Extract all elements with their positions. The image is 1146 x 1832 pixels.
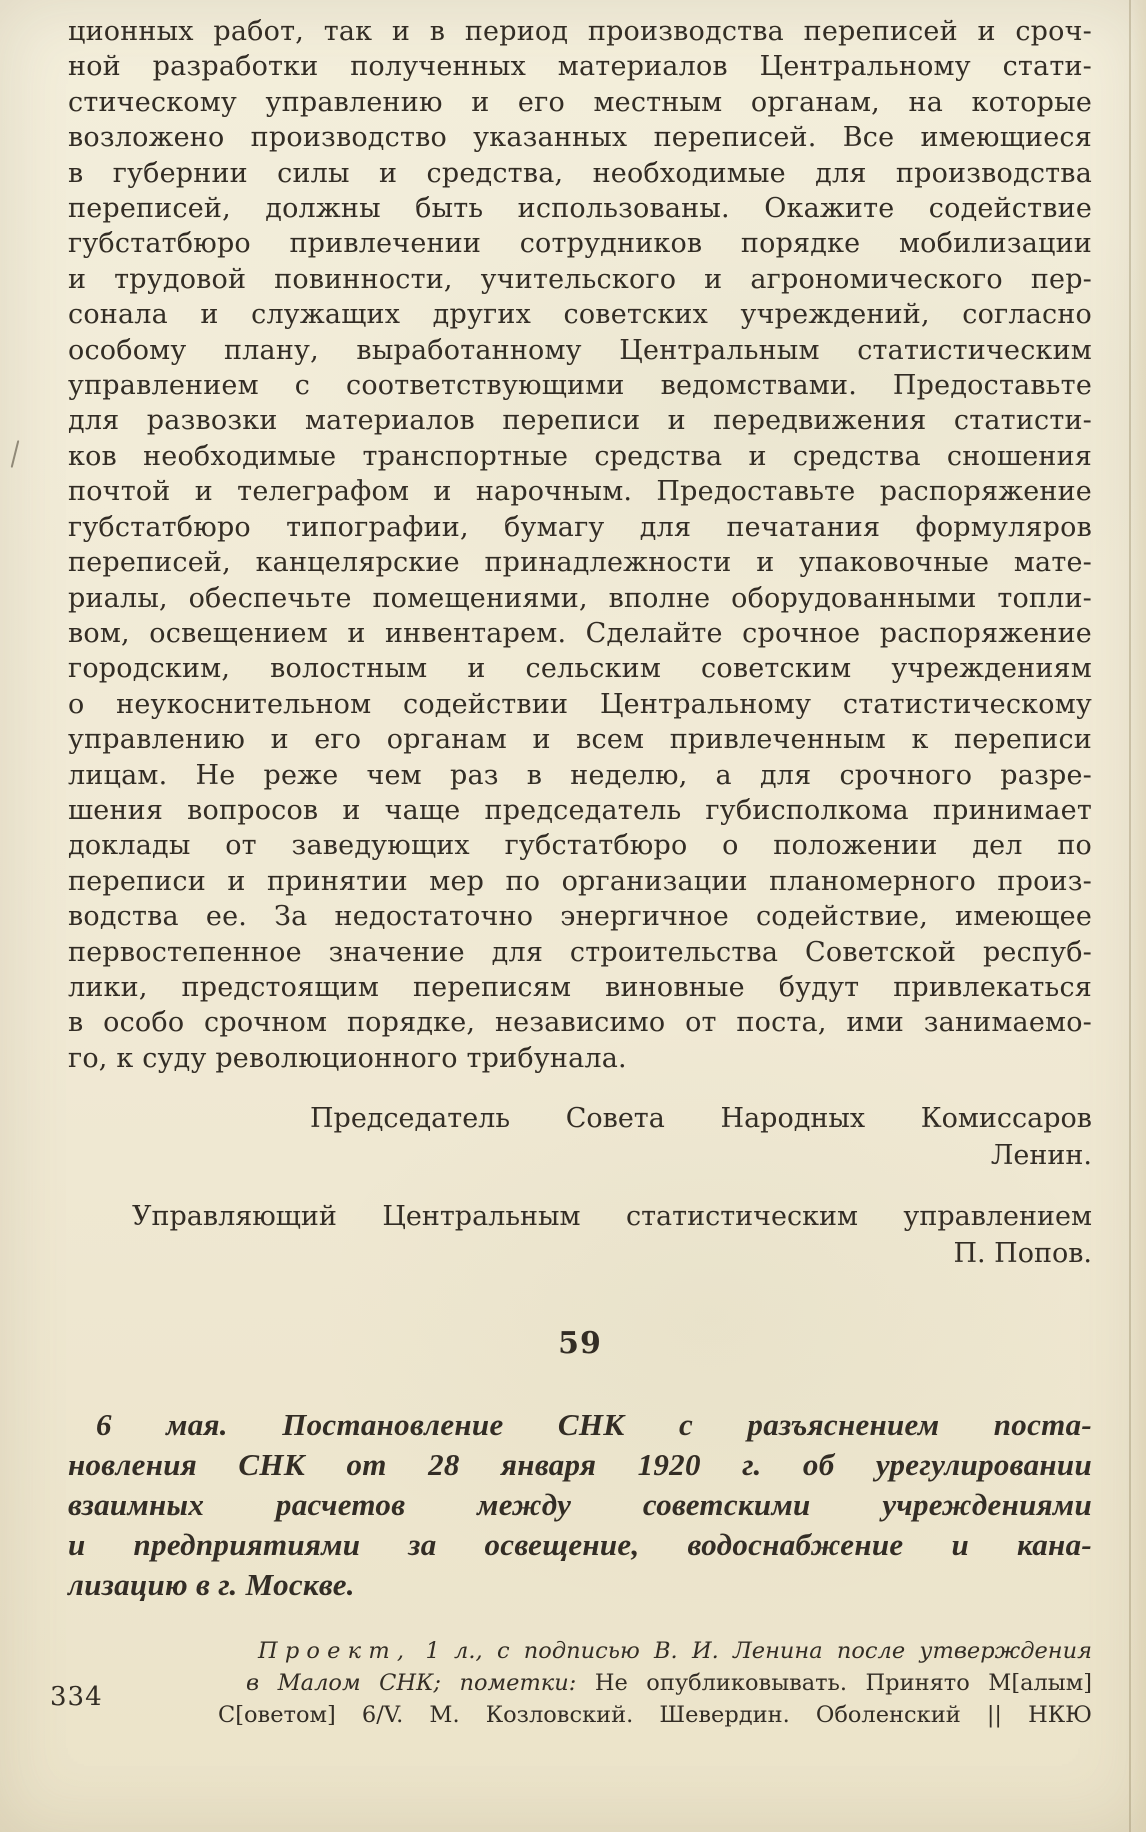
signatures [68,1100,1092,1272]
body-text-line: лики, предстоящим переписям виновные будут привлекаться [68,971,1092,1003]
note-segment: Не опубликовывать. Принято М[алым] [594,1670,1092,1697]
body-text [68,14,1092,1076]
body-text-line: стическому управлению и его местным органам, на которые [68,86,1092,118]
body-text-line: риалы, обеспечьте помещениями, вполне оборудованными топли- [68,582,1092,614]
body-text-line: переписей, канцелярские принадлежности и упаковочные мате- [68,547,1092,579]
body-text-line: переписей, должны быть использованы. Окажите содействие [68,193,1092,225]
decree-heading-line: лизацию в г. Москве. [68,1567,355,1603]
body-text-line: шения вопросов и чаще председатель губисполкома принимает [68,794,1092,826]
body-text-line: первостепенное значение для строительства Советской респуб- [68,936,1092,968]
decree-heading-line: и предприятиями за освещение, водоснабжение и кана- [68,1527,1092,1563]
archival-note-line [218,1699,1092,1731]
decree-heading [68,1405,1092,1605]
page-edge-shadow [1131,0,1146,1832]
body-text-line: для развозки материалов переписи и передвижения статисти- [68,405,1092,437]
signature-name: П. Попов. [953,1238,1092,1270]
body-text-line: лицам. Не реже чем раз в неделю, а для срочного разре- [68,759,1092,791]
body-text-line: губстатбюро привлечении сотрудников порядке мобилизации [68,228,1092,260]
note-segment: 1 л., с подписью В. И. Ленина после утверждения [411,1638,1092,1665]
body-text-line: вом, освещением и инвентарем. Сделайте срочное распоряжение [68,617,1092,649]
signature-block [68,1100,1092,1174]
body-text-line: возложено производство указанных переписей. Все имеющиеся [68,122,1092,154]
decree-heading-line: 6 мая. Постановление СНК с разъяснением поста- [96,1407,1092,1443]
body-text-line: в особо срочном порядке, независимо от поста, ими занимаемо- [68,1007,1092,1039]
note-segment: С[оветом] 6/V. М. Козловский. Шевердин. Оболенский || НКЮ [218,1702,1092,1729]
archival-note [218,1635,1092,1731]
body-text-line: о неукоснительном содействии Центральному статистическому [68,688,1092,720]
body-text-line: управлением с соответствующими ведомствами. Предоставьте [68,370,1092,402]
archival-note-line [218,1667,1092,1699]
body-text-line: го, к суду революционного трибунала. [68,1042,627,1074]
page-number: 334 [50,1682,103,1712]
body-text-line: почтой и телеграфом и нарочным. Предоставьте распоряжение [68,476,1092,508]
body-text-line: губстатбюро типографии, бумагу для печатания формуляров [68,511,1092,543]
decree-heading-line: новления СНК от 28 января 1920 г. об урегулировании [68,1447,1092,1483]
signature-title: Управляющий Центральным статистическим управлением [132,1201,1092,1233]
archival-note-line [218,1635,1092,1667]
body-text-line: водства ее. За недостаточно энергичное содействие, имеющее [68,901,1092,933]
body-text-line: доклады от заведующих губстатбюро о положении дел по [68,830,1092,862]
signature-block [68,1198,1092,1272]
note-segment: в Малом СНК; пометки: [246,1670,595,1697]
body-text-line: в губернии силы и средства, необходимые для производства [68,157,1092,189]
section-number: 59 [558,1326,602,1362]
body-text-line: и трудовой повинности, учительского и агрономического пер- [68,263,1092,295]
signature-title: Председатель Совета Народных Комиссаров [310,1103,1092,1135]
body-text-line: ционных работ, так и в период производства переписей и сроч- [68,16,1092,47]
body-text-line: особому плану, выработанному Центральным статистическим [68,334,1092,366]
body-text-line: сонала и служащих других советских учреждений, согласно [68,299,1092,331]
note-segment: Проект, [258,1638,412,1665]
body-text-line: ков необходимые транспортные средства и средства сношения [68,440,1092,472]
body-text-line: управлению и его органам и всем привлеченным к переписи [68,724,1092,756]
body-text-line: городским, волостным и сельским советским учреждениям [68,653,1092,685]
signature-name: Ленин. [990,1140,1092,1172]
body-text-line: ной разработки полученных материалов Центральному стати- [68,51,1092,83]
body-text-line: переписи и принятии мер по организации планомерного произ- [68,865,1092,897]
decree-heading-line: взаимных расчетов между советскими учреждениями [68,1487,1092,1523]
